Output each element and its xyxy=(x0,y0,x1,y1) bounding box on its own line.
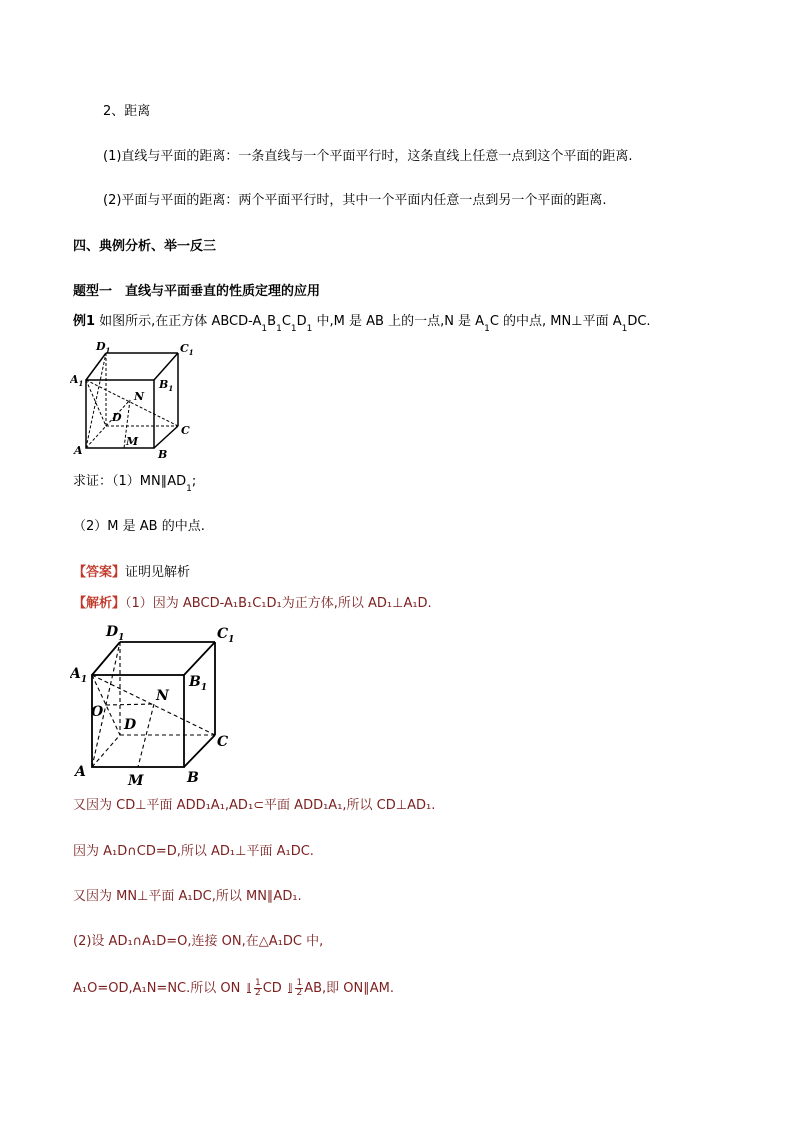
distance-definition-2: (2)平面与平面的距离：两个平面平行时，其中一个平面内任意一点到另一个平面的距离. xyxy=(103,193,607,208)
label-B: B xyxy=(158,448,168,461)
analysis-line-3: 因为 A₁D∩CD=D,所以 AD₁⊥平面 A₁DC. xyxy=(73,844,314,859)
analysis-line-2: 又因为 CD⊥平面 ADD₁A₁,AD₁⊂平面 ADD₁A₁,所以 CD⊥AD₁. xyxy=(73,798,436,813)
parallel-equal-symbol: ∥ xyxy=(287,983,293,993)
analysis-line-1: 【解析】（1）因为 ABCD-A₁B₁C₁D₁为正方体,所以 AD₁⊥A₁D. xyxy=(73,596,432,611)
label2-B1: $B_1$ xyxy=(189,674,208,693)
section-title-distance: 2、距离 xyxy=(103,104,151,119)
answer-tag: 【答案】 xyxy=(73,565,126,580)
label2-C1: $C_1$ xyxy=(217,626,235,645)
distance-definition-1: (1)直线与平面的距离：一条直线与一个平面平行时，这条直线上任意一点到这个平面的距离. xyxy=(103,149,633,164)
label2-M: M xyxy=(128,773,144,789)
label2-C: C xyxy=(217,734,229,750)
cube-figure-1 xyxy=(70,338,200,463)
label-A1: $A_1$ xyxy=(70,373,84,388)
label2-A1: $A_1$ xyxy=(70,666,88,685)
analysis-tag: 【解析】 xyxy=(73,596,126,611)
analysis-line-6: A₁O=OD,A₁N=NC.所以 ON ∥ $\frac{1}{2}$ CD ∥ $\frac{1}{2}$ AB,即 ON∥AM. xyxy=(73,978,394,998)
label2-B: B xyxy=(187,770,199,786)
label-A: A xyxy=(74,444,83,457)
analysis-line-4: 又因为 MN⊥平面 A₁DC,所以 MN∥AD₁. xyxy=(73,889,302,904)
example1-label: 例1 xyxy=(73,314,96,329)
label-C: C xyxy=(181,424,190,437)
parallel-equal-symbol: ∥ xyxy=(246,983,251,993)
analysis-line-5: (2)设 AD₁∩A₁D=O,连接 ON,在△A₁DC 中, xyxy=(73,934,324,949)
type1-heading: 题型一 直线与平面垂直的性质定理的应用 xyxy=(73,284,321,299)
fraction-half: $\frac{1}{2}$ xyxy=(255,978,261,998)
label-B1: $B_1$ xyxy=(159,378,174,393)
label2-D: D xyxy=(124,717,137,733)
cube2-front-face xyxy=(92,675,184,767)
label2-O: O xyxy=(91,704,104,720)
fraction-half: $\frac{1}{2}$ xyxy=(296,978,303,998)
label-D1: $D_1$ xyxy=(96,340,111,355)
label-N: N xyxy=(134,390,145,403)
cube-figure-2 xyxy=(70,620,245,790)
example1-statement: 例1 如图所示,在正方体 ABCD-$A_1B_1C_1D_1$ 中,M 是 AB 上的一点,N 是 $A_1C$ 的中点, MN⊥平面 $A_1DC$. xyxy=(73,314,651,334)
label-D: D xyxy=(112,411,122,424)
label-M: M xyxy=(126,435,139,448)
prove-line-2: （2）M 是 AB 的中点. xyxy=(73,519,205,534)
label-C1: $C_1$ xyxy=(180,342,194,357)
label2-D1: $D_1$ xyxy=(106,624,125,643)
prove-line-1: 求证：$(1)MN\parallel AD_1$; xyxy=(73,474,197,494)
label2-N: N xyxy=(156,688,169,704)
answer-line: 【答案】证明见解析 xyxy=(73,565,191,580)
section-heading-examples: 四、典例分析、举一反三 xyxy=(73,239,217,254)
label2-A: A xyxy=(75,764,86,780)
